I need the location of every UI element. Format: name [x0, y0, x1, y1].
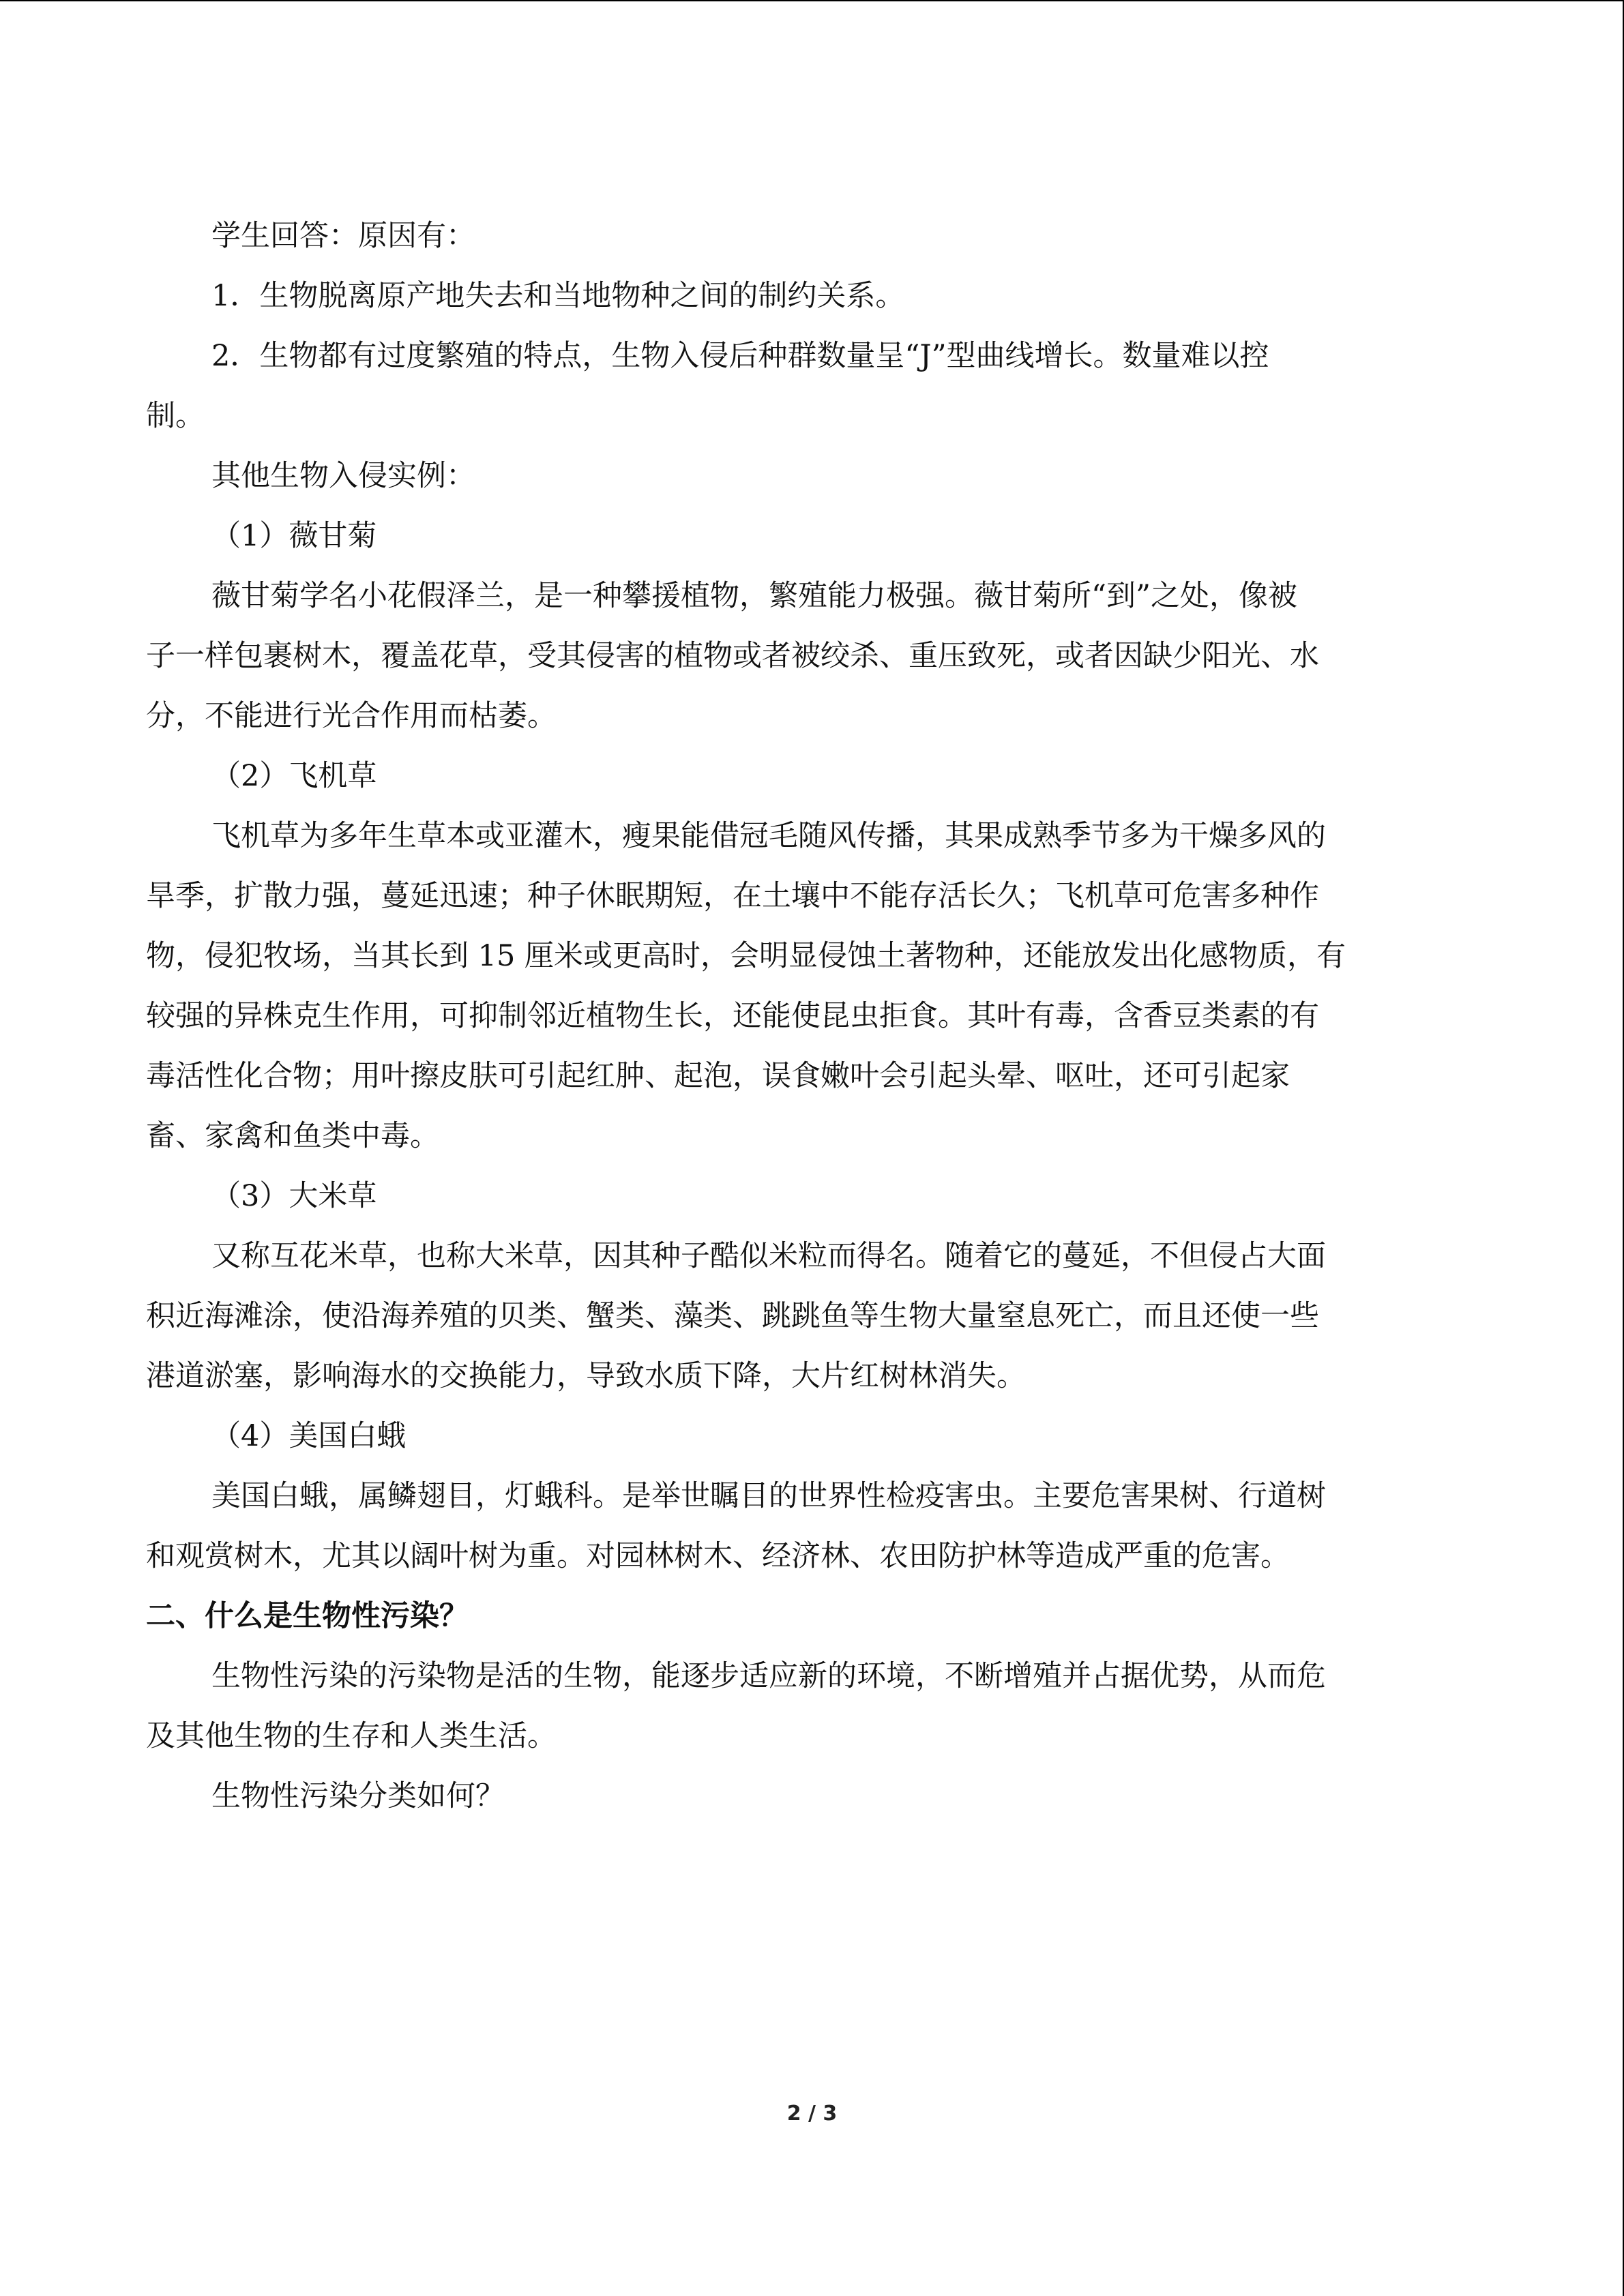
document-body — [146, 206, 1477, 1826]
text-line: 其他生物入侵实例： — [211, 459, 475, 493]
text-line: 畜、家禽和鱼类中毒。 — [146, 1119, 439, 1153]
text-line: 制。 — [146, 399, 205, 433]
text-line: 子一样包裹树木，覆盖花草，受其侵害的植物或者被绞杀、重压致死，或者因缺少阳光、水 — [146, 639, 1319, 673]
text-line: 物，侵犯牧场，当其长到 15 厘米或更高时，会明显侵蚀土著物种，还能放发出化感物质，有 — [146, 939, 1346, 973]
text-line: 学生回答：原因有： — [211, 219, 475, 253]
page-number: 2 / 3 — [786, 2102, 838, 2126]
text-line: 较强的异株克生作用，可抑制邻近植物生长，还能使昆虫拒食。其叶有毒，含香豆类素的有 — [146, 999, 1319, 1033]
text-line: 积近海滩涂，使沿海养殖的贝类、蟹类、藻类、跳跳鱼等生物大量窒息死亡，而且还使一些 — [146, 1299, 1319, 1333]
text-line: 分，不能进行光合作用而枯萎。 — [146, 699, 557, 733]
text-line: 薇甘菊学名小花假泽兰，是一种攀援植物，繁殖能力极强。薇甘菊所“到”之处，像被 — [211, 579, 1297, 613]
text-line: 生物性污染的污染物是活的生物，能逐步适应新的环境，不断增殖并占据优势，从而危 — [211, 1659, 1326, 1693]
section-heading: 二、什么是生物性污染？ — [146, 1599, 469, 1633]
text-line: 生物性污染分类如何？ — [211, 1779, 505, 1813]
text-line: 毒活性化合物；用叶擦皮肤可引起红肿、起泡，误食嫩叶会引起头晕、呕吐，还可引起家 — [146, 1059, 1290, 1093]
text-line: 又称互花米草，也称大米草，因其种子酷似米粒而得名。随着它的蔓延，不但侵占大面 — [211, 1239, 1326, 1273]
subsection-title: （3）大米草 — [211, 1179, 377, 1213]
text-line: 旱季，扩散力强，蔓延迅速；种子休眠期短，在土壤中不能存活长久；飞机草可危害多种作 — [146, 879, 1319, 913]
text-line: 港道淤塞，影响海水的交换能力，导致水质下降，大片红树林消失。 — [146, 1359, 1026, 1393]
text-line: 2．生物都有过度繁殖的特点，生物入侵后种群数量呈“J”型曲线增长。数量难以控 — [211, 339, 1269, 373]
subsection-title: （2）飞机草 — [211, 759, 377, 793]
text-line: 飞机草为多年生草本或亚灌木，瘦果能借冠毛随风传播，其果成熟季节多为干燥多风的 — [211, 819, 1326, 853]
text-line: 和观赏树木，尤其以阔叶树为重。对园林树木、经济林、农田防护林等造成严重的危害。 — [146, 1539, 1290, 1573]
text-line: 1．生物脱离原产地失去和当地物种之间的制约关系。 — [211, 279, 905, 313]
text-line: 及其他生物的生存和人类生活。 — [146, 1719, 557, 1753]
subsection-title: （1）薇甘菊 — [211, 519, 377, 553]
subsection-title: （4）美国白蛾 — [211, 1419, 407, 1453]
text-line: 美国白蛾，属鳞翅目，灯蛾科。是举世瞩目的世界性检疫害虫。主要危害果树、行道树 — [211, 1479, 1326, 1513]
